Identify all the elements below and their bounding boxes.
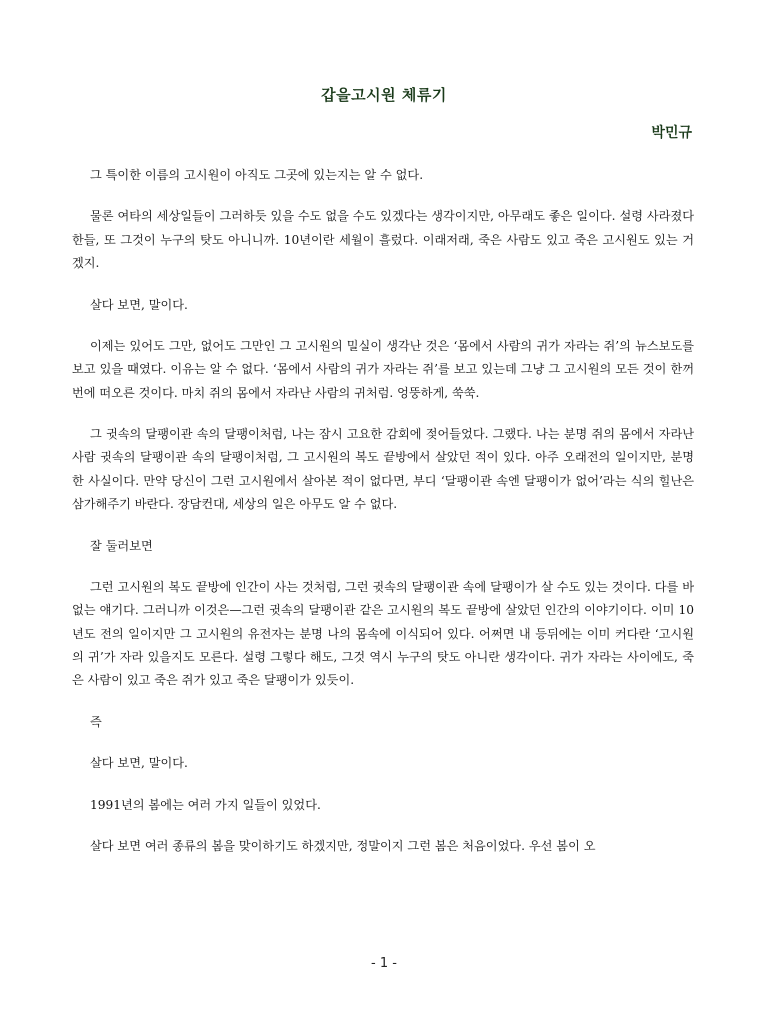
paragraph: 살다 보면, 말이다. — [90, 297, 188, 312]
paragraph: 1991년의 봄에는 여러 가지 일들이 있었다. — [90, 797, 321, 812]
paragraph: 그 특이한 이름의 고시원이 아직도 그곳에 있는지는 알 수 없다. — [90, 168, 424, 182]
author-name: 박민규 — [651, 125, 692, 141]
paragraph: 이제는 있어도 그만, 없어도 그만인 그 고시원의 밀실이 생각난 것은 ‘몸에서 사람의 귀가 자라는 쥐’의 뉴스보도를 보고 있을 때였다. 이유는 알 수 없다. ‘몸에서 사람의 귀가 자라는 쥐’를 보고 있는데 그냥 그 고시원의 모든 것이 한꺼번에 떠오른 것이다. 마치 쥐의 몸에서 자라난 사람의 귀처럼. 엉뚱하게, 쑥쑥. — [72, 339, 694, 400]
paragraph: 그런 고시원의 복도 끝방에 인간이 사는 것처럼, 그런 귓속의 달팽이관 속에 달팽이가 살 수도 있는 것이다. 다를 바 없는 얘기다. 그러니까 이것은—그런 귓속의 달팽이관 같은 고시원의 복도 끝방에 살았던 인간의 이야기이다. 이미 10년도 전의 일이지만 그 고시원의 유전자는 분명 나의 몸속에 이식되어 있다. 어쩌면 내 등뒤에는 이미 커다란 ‘고시원의 귀’가 자라 있을지도 모른다. 설령 그렇다 해도, 그것 역시 누구의 탓도 아니란 생각이다. 귀가 자라는 사이에도, 죽은 사람이 있고 죽은 쥐가 있고 죽은 달팽이가 있듯이. — [72, 579, 694, 688]
paragraph: 잘 둘러보면 — [90, 538, 153, 553]
document-title: 갑을고시원 체류기 — [321, 86, 447, 104]
paragraph: 그 귓속의 달팽이관 속의 달팽이처럼, 나는 잠시 고요한 감회에 젖어들었다. 그랬다. 나는 분명 쥐의 몸에서 자라난 사람 귓속의 달팽이관 속의 달팽이처럼, 그 고시원의 복도 끝방에서 살았던 적이 있다. 아주 오래전의 일이지만, 분명한 사실이다. 만약 당신이 그런 고시원에서 살아본 적이 없다면, 부디 ‘달팽이관 속엔 달팽이가 없어’라는 식의 힐난은 삼가해주기 바란다. 장담컨대, 세상의 일은 아무도 알 수 없다. — [72, 427, 694, 512]
paragraph: 살다 보면 여러 종류의 봄을 맞이하기도 하겠지만, 정말이지 그런 봄은 처음이었다. 우선 봄이 오 — [90, 839, 596, 854]
paragraph: 물론 여타의 세상일들이 그러하듯 있을 수도 없을 수도 있겠다는 생각이지만, 아무래도 좋은 일이다. 설령 사라졌다 한들, 또 그것이 누구의 탓도 아니니까. 10년이란 세월이 흘렀다. 이래저래, 죽은 사람도 있고 죽은 고시원도 있는 거겠지. — [72, 209, 694, 271]
document-body — [72, 164, 694, 877]
paragraph: 살다 보면, 말이다. — [90, 756, 188, 771]
page-number: - 1 - — [371, 956, 397, 971]
paragraph: 즉 — [90, 714, 102, 729]
